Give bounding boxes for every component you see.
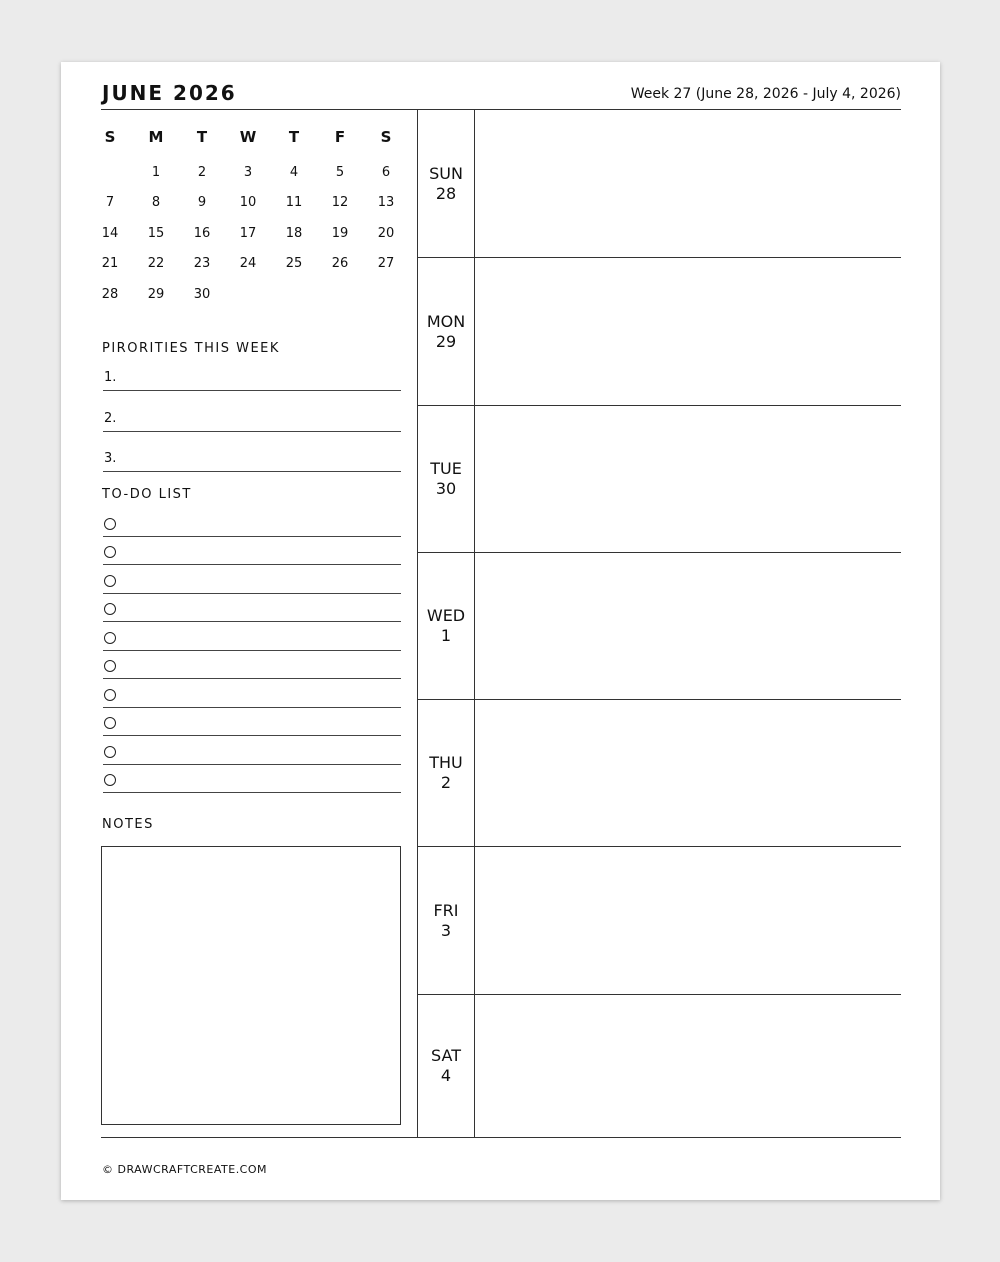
priority-number: 3.	[104, 451, 117, 466]
calendar-week-row	[87, 279, 409, 310]
day-label	[418, 459, 474, 499]
calendar-week-row	[87, 188, 409, 219]
todo-item[interactable]	[103, 536, 401, 566]
day-name: MON	[426, 311, 466, 331]
calendar-week-row	[87, 218, 409, 249]
calendar-day: 28	[101, 286, 119, 302]
weekday-label: F	[334, 128, 346, 146]
todo-item[interactable]	[103, 764, 401, 794]
checkbox-circle-icon[interactable]	[104, 632, 116, 644]
calendar-day: 15	[147, 225, 165, 241]
calendar-day: 2	[197, 164, 207, 180]
calendar-day: 1	[151, 164, 161, 180]
calendar-day: 5	[335, 164, 345, 180]
day-label	[418, 901, 474, 941]
priority-number: 2.	[104, 411, 117, 426]
week-range: Week 27 (June 28, 2026 - July 4, 2026)	[630, 86, 901, 102]
day-row-wed	[418, 552, 901, 700]
day-date: 3	[440, 920, 452, 940]
bottom-divider	[101, 1137, 901, 1138]
day-row-sat	[418, 994, 901, 1137]
checkbox-circle-icon[interactable]	[104, 717, 116, 729]
weekday-label: T	[196, 128, 208, 146]
calendar-day: 24	[239, 256, 257, 272]
day-write-area[interactable]	[476, 405, 901, 552]
day-date: 1	[440, 625, 452, 645]
checkbox-circle-icon[interactable]	[104, 603, 116, 615]
priority-line[interactable]	[103, 431, 401, 472]
calendar-day: 14	[101, 225, 119, 241]
todo-item[interactable]	[103, 593, 401, 623]
day-label	[418, 312, 474, 352]
weekday-label: S	[380, 128, 392, 146]
day-name: THU	[429, 752, 463, 772]
mini-calendar	[87, 122, 409, 310]
day-row-thu	[418, 699, 901, 847]
weekday-label: T	[288, 128, 300, 146]
notes-box[interactable]	[101, 846, 401, 1125]
calendar-day: 4	[289, 164, 299, 180]
calendar-day: 22	[147, 256, 165, 272]
priorities-heading: PIRORITIES THIS WEEK	[102, 341, 280, 356]
day-label	[418, 1046, 474, 1086]
checkbox-circle-icon[interactable]	[104, 575, 116, 587]
day-name: SAT	[431, 1045, 461, 1065]
calendar-day: 30	[193, 286, 211, 302]
calendar-day: 16	[193, 225, 211, 241]
calendar-day: 3	[243, 164, 253, 180]
day-name: TUE	[430, 458, 462, 478]
calendar-day: 7	[105, 195, 115, 211]
checkbox-circle-icon[interactable]	[104, 746, 116, 758]
todo-item[interactable]	[103, 507, 401, 537]
calendar-day: 10	[239, 195, 257, 211]
day-date: 29	[435, 331, 457, 351]
priority-line[interactable]	[103, 391, 401, 432]
day-write-area[interactable]	[476, 847, 901, 994]
calendar-day: 25	[285, 256, 303, 272]
priority-line[interactable]	[103, 350, 401, 391]
checkbox-circle-icon[interactable]	[104, 689, 116, 701]
calendar-day: 20	[377, 225, 395, 241]
calendar-day: 29	[147, 286, 165, 302]
todo-item[interactable]	[103, 621, 401, 651]
day-write-area[interactable]	[476, 552, 901, 699]
checkbox-circle-icon[interactable]	[104, 518, 116, 530]
day-row-tue	[418, 405, 901, 553]
day-label	[418, 753, 474, 793]
calendar-day: 18	[285, 225, 303, 241]
calendar-day: 12	[331, 195, 349, 211]
day-date: 2	[440, 772, 452, 792]
day-name: FRI	[433, 900, 459, 920]
calendar-day: 11	[285, 195, 303, 211]
day-date: 30	[435, 478, 457, 498]
checkbox-circle-icon[interactable]	[104, 660, 116, 672]
calendar-day: 23	[193, 256, 211, 272]
weekday-label: M	[148, 128, 164, 146]
calendar-day: 13	[377, 195, 395, 211]
weekday-label: S	[104, 128, 116, 146]
todo-item[interactable]	[103, 735, 401, 765]
notes-heading: NOTES	[102, 817, 154, 832]
calendar-weekday-row	[87, 122, 409, 152]
checkbox-circle-icon[interactable]	[104, 546, 116, 558]
calendar-day: 27	[377, 256, 395, 272]
day-name: SUN	[429, 163, 463, 183]
day-label	[418, 164, 474, 204]
calendar-week-row	[87, 157, 409, 188]
todo-item[interactable]	[103, 707, 401, 737]
day-date: 4	[440, 1065, 452, 1085]
day-label	[418, 606, 474, 646]
day-write-area[interactable]	[476, 994, 901, 1137]
day-row-mon	[418, 258, 901, 406]
day-name: WED	[426, 605, 466, 625]
calendar-day: 8	[151, 195, 161, 211]
calendar-day: 19	[331, 225, 349, 241]
day-row-fri	[418, 847, 901, 995]
day-write-area[interactable]	[476, 699, 901, 846]
calendar-day: 9	[197, 195, 207, 211]
day-write-area[interactable]	[476, 110, 901, 257]
priority-number: 1.	[104, 370, 117, 385]
calendar-day: 6	[381, 164, 391, 180]
todo-item[interactable]	[103, 564, 401, 594]
todo-item[interactable]	[103, 678, 401, 708]
calendar-week-row	[87, 249, 409, 280]
todo-heading: TO-DO LIST	[102, 487, 192, 502]
checkbox-circle-icon[interactable]	[104, 774, 116, 786]
planner-page	[61, 62, 940, 1200]
todo-item[interactable]	[103, 650, 401, 680]
day-row-sun	[418, 110, 901, 258]
calendar-day: 17	[239, 225, 257, 241]
day-date: 28	[435, 183, 457, 203]
month-title: JUNE 2026	[102, 81, 237, 105]
weekday-label: W	[239, 128, 257, 146]
calendar-day: 21	[101, 256, 119, 272]
calendar-day: 26	[331, 256, 349, 272]
copyright-footer: © DRAWCRAFTCREATE.COM	[102, 1163, 268, 1176]
day-write-area[interactable]	[476, 258, 901, 405]
